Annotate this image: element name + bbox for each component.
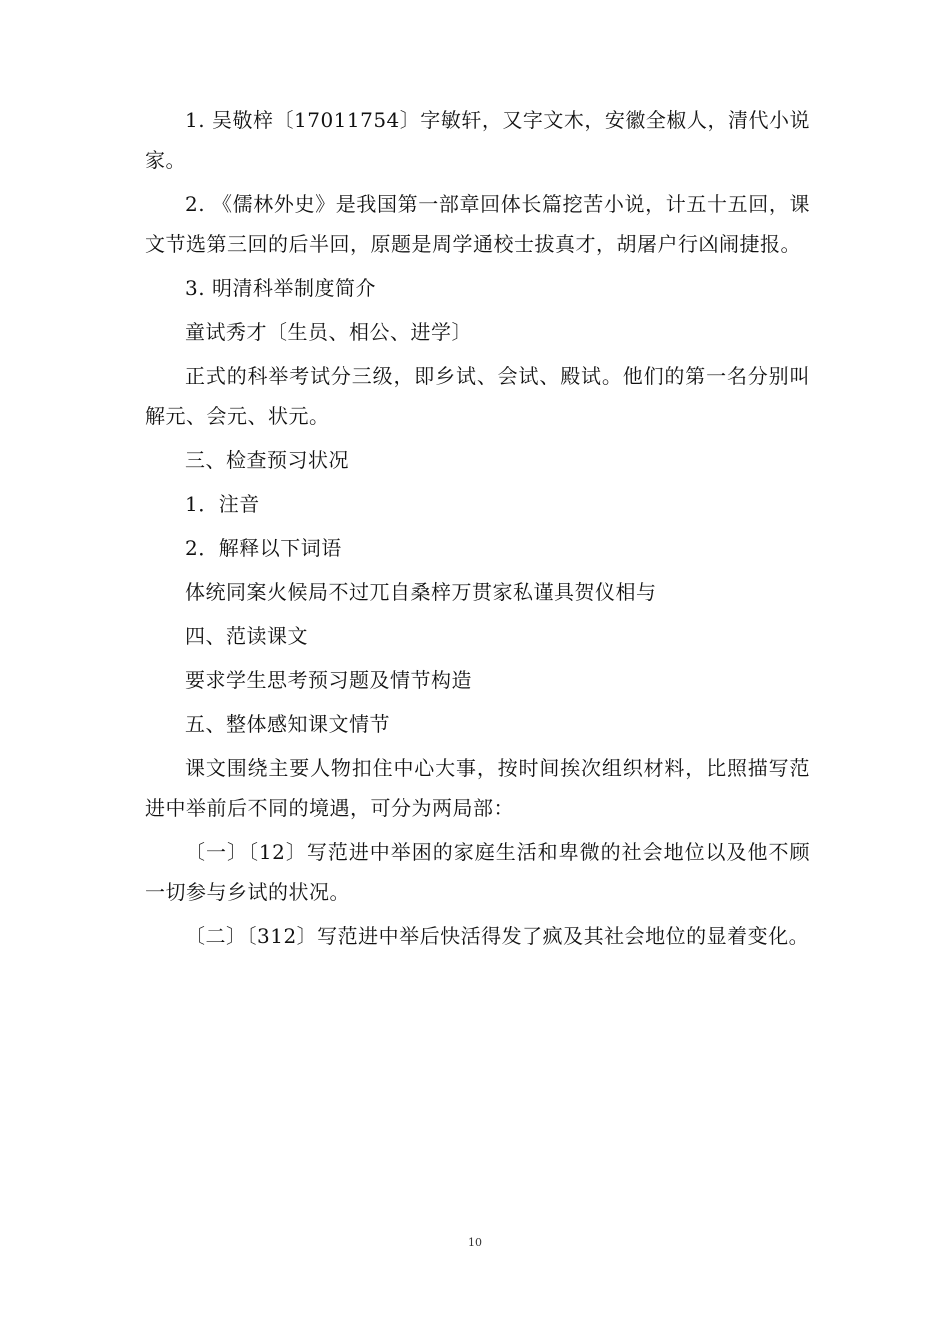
paragraph-plot-summary: 课文围绕主要人物扣住中心大事，按时间挨次组织材料，比照描写范进中举前后不同的境遇，可分为两局部： bbox=[145, 756, 810, 820]
document-body bbox=[145, 100, 810, 956]
paragraph-exam-system-heading: 3. 明清科举制度简介 bbox=[185, 276, 376, 300]
section-heading-model-reading: 四、范读课文 bbox=[185, 624, 308, 648]
paragraph-author-intro: 1. 吴敬梓〔17011754〕字敏轩，又字文木，安徽全椒人，清代小说家。 bbox=[145, 108, 810, 172]
paragraph-part-one: 〔一〕〔12〕写范进中举困的家庭生活和卑微的社会地位以及他不顾一切参与乡试的状况。 bbox=[145, 840, 810, 904]
paragraph-book-intro: 2. 《儒林外史》是我国第一部章回体长篇挖苦小说，计五十五回，课文节选第三回的后半回，原题是周学通校士拔真才，胡屠户行凶闹捷报。 bbox=[145, 192, 810, 256]
section-heading-check-preview: 三、检查预习状况 bbox=[185, 448, 349, 472]
paragraph-vocabulary: 体统同案火候局不过兀自桑梓万贯家私谨具贺仪相与 bbox=[185, 580, 657, 604]
paragraph-reading-requirement: 要求学生思考预习题及情节构造 bbox=[185, 668, 472, 692]
page-number: 10 bbox=[468, 1236, 482, 1249]
list-item-pronunciation: 1．注音 bbox=[185, 492, 260, 516]
paragraph-child-exam: 童试秀才〔生员、相公、进学〕 bbox=[185, 320, 472, 344]
list-item-explain-words: 2．解释以下词语 bbox=[185, 536, 342, 560]
paragraph-part-two: 〔二〕〔312〕写范进中举后快活得发了疯及其社会地位的显着变化。 bbox=[185, 924, 810, 948]
paragraph-formal-exam: 正式的科举考试分三级，即乡试、会试、殿试。他们的第一名分别叫解元、会元、状元。 bbox=[145, 364, 810, 428]
section-heading-plot-overview: 五、整体感知课文情节 bbox=[185, 712, 390, 736]
